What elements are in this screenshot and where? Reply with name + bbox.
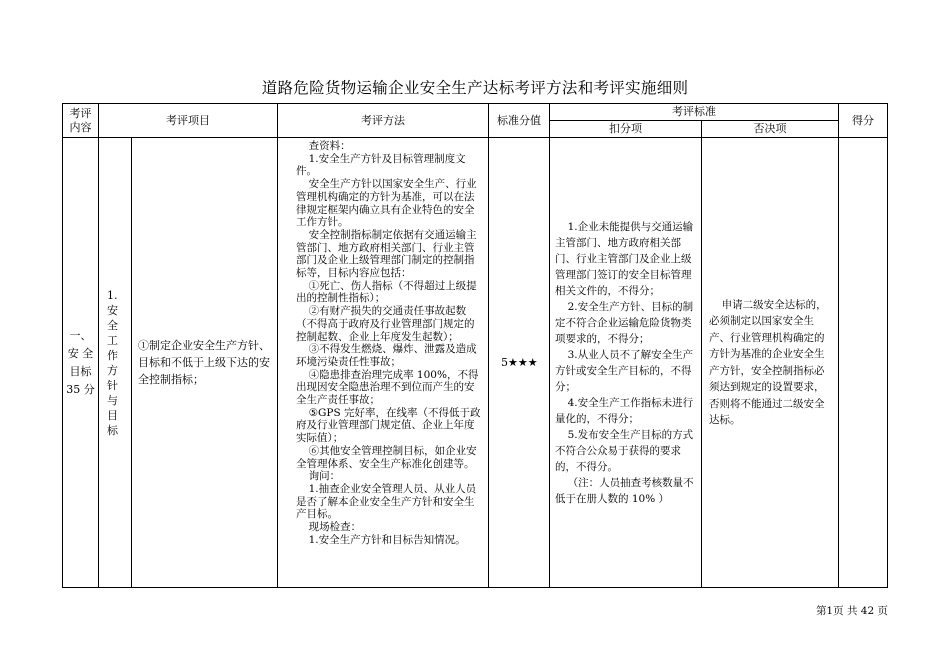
method-line: 查资料： [308, 140, 351, 152]
cell-deduction [550, 138, 702, 588]
method-line: ③不得发生燃烧、爆炸、泄露及造成环境污染责任性事故； [296, 343, 477, 368]
cell-veto: 申请二级安全达标的，必须制定以国家安全生产、行业管理机构确定的方针为基准的企业安全生产方针，安全控制指标必须达到规定的设置要求，否则将不能通过二级安全达标。 [702, 138, 839, 588]
header-criteria: 考评标准 [550, 104, 839, 121]
deduction-line: 5.发布安全生产目标的方式不符合公众易于获得的要求的，不得分。 [555, 428, 694, 473]
deduction-line: 4.安全生产工作指标未进行量化的，不得分； [555, 396, 694, 425]
cell-item-main: 1. 安 全 工 作 方 针 与 目 标 [99, 138, 132, 588]
cell-standard-score: 5★★★ [489, 138, 550, 588]
page-title: 道路危险货物运输企业安全生产达标考评方法和考评实施细则 [261, 79, 689, 97]
method-line: 1.抽查企业安全管理人员、从业人员是否了解本企业安全生产方针和安全生产目标。 [296, 482, 477, 521]
header-method: 考评方法 [278, 104, 489, 138]
deduction-line: （注：人员抽查考核数量不低于在册人数的 10% ） [555, 476, 694, 505]
method-line: 安全生产方针以国家安全生产、行业管理机构确定的方针为基准，可以在法律规定框架内确立具有企业特色的安全工作方针。 [296, 178, 477, 229]
header-item: 考评项目 [99, 104, 278, 138]
method-line: ⑥其他安全管理控制目标，如企业安全管理体系、安全生产标准化创建等。 [296, 444, 477, 470]
deduction-line: 3.从业人员不了解安全生产方针或安全生产目标的，不得分； [555, 348, 694, 393]
deduction-line: 1.企业未能提供与交通运输主管部门、地方政府相关部门、行业主管部门及企业上级管理部门签订的安全目标管理相关文件的，不得分； [555, 220, 694, 297]
cell-content: 一、 安 全 目标 35 分 [63, 138, 99, 588]
cell-score [839, 138, 888, 588]
deduction-line: 2.安全生产方针、目标的制定不符合企业运输危险货物类项要求的，不得分； [555, 300, 694, 345]
cell-method [278, 138, 489, 588]
method-line: ④隐患排查治理完成率 100%，不得出现因安全隐患治理不到位而产生的安全生产责任事故； [296, 368, 479, 407]
header-content: 考评 内容 [63, 104, 99, 138]
method-line: ⑤GPS 完好率，在线率（不得低于政府及行业管理部门规定值、企业上年度实际值）； [296, 406, 481, 445]
header-deduction: 扣分项 [550, 121, 702, 138]
method-line: 安全控制指标制定依据有交通运输主管部门、地方政府相关部门、行业主管部门及企业上级管理部门制定的控制指标等，目标内容应包括： [296, 228, 477, 280]
method-line: 询问： [308, 470, 341, 483]
method-line: 现场检查： [308, 521, 362, 534]
method-line: 1.安全生产方针及目标管理制度文件。 [296, 152, 466, 178]
method-line: ②有财产损失的交通责任事故起数（不得高于政府及行业管理部门规定的控制起数、企业上年度发生起数）； [296, 305, 475, 343]
method-line: ①死亡、伤人指标（不得超过上级提出的控制性指标）； [296, 279, 477, 305]
header-veto: 否决项 [702, 121, 839, 138]
cell-item-sub: ①制定企业安全生产方针、目标和不低于上级下达的安全控制指标； [132, 138, 278, 588]
evaluation-table [62, 103, 888, 588]
method-line: 1.安全生产方针和目标告知情况。 [308, 533, 466, 546]
header-standard-score: 标准分值 [489, 104, 550, 138]
page-number: 第1页 共 42 页 [815, 605, 888, 617]
header-score: 得分 [839, 104, 888, 138]
